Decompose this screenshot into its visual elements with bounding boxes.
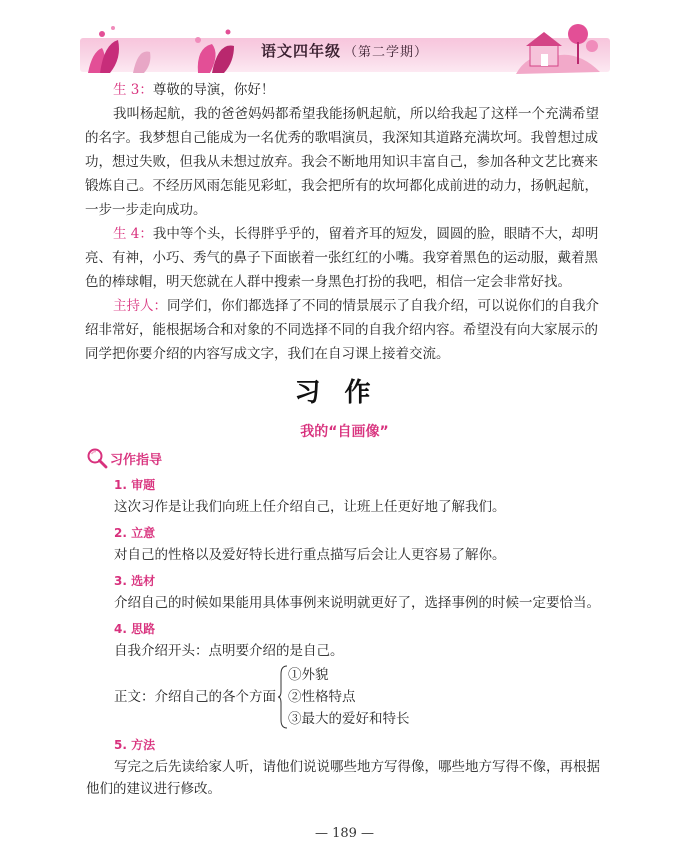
guide-item-label: 1. 审题	[114, 478, 156, 492]
guide-heading	[86, 446, 162, 470]
dialog-text: 尊敬的导演，你好！	[152, 82, 275, 98]
outline-body-label: 正文：介绍自己的各个方面	[114, 689, 276, 705]
book-title-main: 语文四年级	[260, 42, 341, 60]
dialog-text: 我中等个头，长得胖乎乎的，留着齐耳的短发，圆圆的脸，眼睛不大，却明亮、有神，小巧、秀气的鼻子下面嵌着一张红红的小嘴。我穿着黑色的运动服，戴着黑色的棒球帽，明天您就在人群中搜索一身黑色打扮的我吧，相信一定会非常好找。	[85, 226, 599, 290]
outline-items	[288, 664, 410, 730]
guide-item-text: 对自己的性格以及爱好特长进行重点描写后会让人更容易了解你。	[114, 547, 506, 563]
guide-item-label: 5. 方法	[114, 738, 156, 752]
guide-item	[86, 522, 606, 566]
guide-item-label: 2. 立意	[114, 526, 156, 540]
magnifier-icon	[86, 447, 108, 469]
page-number: — 189 —	[314, 826, 375, 841]
dialog-section	[85, 78, 605, 366]
guide-item-text: 这次习作是让我们向班上任介绍自己，让班上任更好地了解我们。	[114, 499, 506, 515]
book-title-sub: （第二学期）	[344, 45, 429, 60]
guide-item	[86, 570, 606, 614]
outline-diagram	[86, 664, 606, 730]
speaker-label: 主持人：	[113, 298, 167, 314]
outline-brace	[278, 664, 410, 730]
section-subtitle: 我的“自画像”	[300, 424, 389, 440]
guide-item-text: 自我介绍开头：点明要介绍的是自己。	[114, 643, 344, 659]
outline-item: ③最大的爱好和特长	[288, 711, 410, 727]
book-title	[0, 40, 689, 61]
guide-item-label: 3. 选材	[114, 574, 156, 588]
dialog-text: 同学们，你们都选择了不同的情景展示了自我介绍，可以说你们的自我介绍非常好，能根据场合和对象的不同选择不同的自我介绍内容。希望没有向大家展示的同学把你要介绍的内容写成文字，我们在自习课上接着交流。	[85, 298, 599, 362]
dialog-line	[85, 102, 605, 222]
guide-item-label: 4. 思路	[114, 622, 156, 636]
dialog-text: 我叫杨起航，我的爸爸妈妈都希望我能扬帆起航，所以给我起了这样一个充满希望的名字。我梦想自己能成为一名优秀的歌唱演员，我深知其道路充满坎坷。我曾想过成功，想过失败，但我从未想过放弃。我会不断地用知识丰富自己，参加各种文艺比赛来锻炼自己。不经历风雨怎能见彩虹，我会把所有的坎坷都化成前进的动力，扬帆起航，一步一步走向成功。	[85, 106, 599, 218]
outline-item: ②性格特点	[288, 689, 356, 705]
speaker-label: 生 3：	[113, 82, 153, 98]
page-header	[0, 0, 689, 80]
guide-item	[86, 618, 606, 730]
dialog-line	[85, 294, 605, 366]
dialog-line	[85, 78, 605, 102]
brace-icon	[278, 664, 288, 730]
guide-item	[86, 734, 606, 800]
outline-item: ①外貌	[288, 667, 329, 683]
guide-item	[86, 474, 606, 518]
dialog-line	[85, 222, 605, 294]
guide-heading-label: 习作指导	[110, 452, 163, 468]
speaker-label: 生 4：	[113, 226, 153, 242]
section-title: 习作	[294, 378, 395, 408]
guide-item-text: 介绍自己的时候如果能用具体事例来说明就更好了，选择事例的时候一定要恰当。	[114, 595, 600, 611]
guide-item-text: 写完之后先读给家人听，请他们说说哪些地方写得像，哪些地方写得不像，再根据他们的建议进行修改。	[86, 759, 600, 797]
writing-guide	[86, 474, 606, 804]
